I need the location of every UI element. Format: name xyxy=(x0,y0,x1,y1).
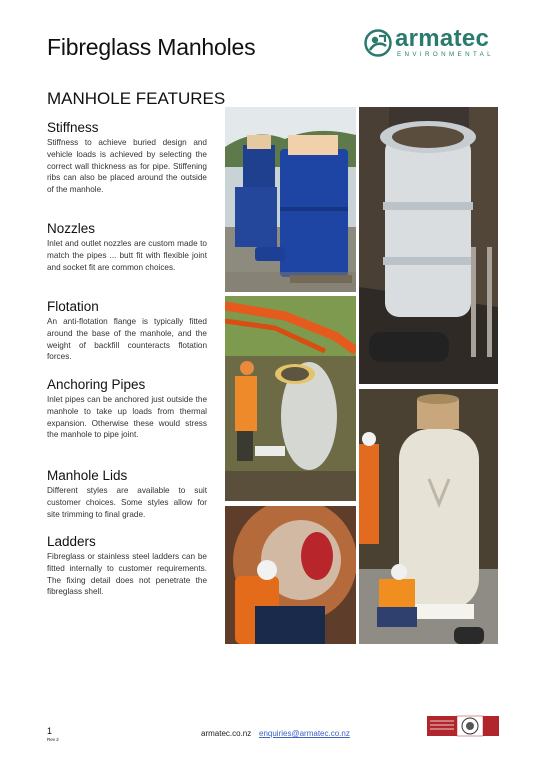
armatec-logo-icon xyxy=(364,29,392,57)
certification-badge xyxy=(427,713,499,739)
feature-ladders xyxy=(47,534,207,598)
photo-blue-manholes xyxy=(225,107,356,292)
page-title: Fibreglass Manholes xyxy=(47,34,256,60)
page-number: 1 xyxy=(47,726,53,736)
email-link[interactable]: enquiries@armatec.co.nz xyxy=(259,729,350,738)
feature-title: Stiffness xyxy=(47,120,99,135)
feature-text: Stiffness to achieve buried design and vehicle loads is achieved by selecting the correct wall thickness as for pipe. Stiffening ribs can also be placed around the outside of the manhole. xyxy=(47,138,207,195)
feature-text: Fibreglass or stainless steel ladders can be fitted internally to customer requirements. The fixing detail does not penetrate the fibreglass shell. xyxy=(47,552,207,597)
feature-manhole-lids xyxy=(47,468,207,520)
armatec-logo xyxy=(364,25,499,60)
feature-text: An anti-flotation flange is typically fitted around the base of the manhole, and the weight of backfill counteracts flotation forces. xyxy=(47,317,207,362)
photo-worker-inside-manhole xyxy=(225,506,356,644)
feature-title: Manhole Lids xyxy=(47,468,128,483)
feature-flotation xyxy=(47,299,207,363)
feature-stiffness xyxy=(47,120,207,196)
logo-tagline: ENVIRONMENTAL xyxy=(397,51,495,58)
photo-manhole-installation xyxy=(359,389,498,644)
revision-label: Rev 2 xyxy=(47,737,59,742)
feature-title: Nozzles xyxy=(47,221,96,236)
logo-wordmark: armatec xyxy=(395,25,490,52)
feature-title: Flotation xyxy=(47,299,99,314)
photo-worker-excavator xyxy=(225,296,356,501)
feature-anchoring-pipes xyxy=(47,377,207,441)
website-link[interactable]: armatec.co.nz xyxy=(201,729,252,738)
feature-nozzles xyxy=(47,221,207,273)
section-title: MANHOLE FEATURES xyxy=(47,89,226,108)
feature-title: Anchoring Pipes xyxy=(47,377,146,392)
feature-text: Inlet and outlet nozzles are custom made to match the pipes ... butt fit with flexible joint and socket fit are common choices. xyxy=(47,239,207,272)
feature-text: Different styles are available to suit customer choices. Some styles allow for site trimming to final grade. xyxy=(47,486,207,519)
photo-white-manhole-trench xyxy=(359,107,498,384)
feature-title: Ladders xyxy=(47,534,96,549)
feature-text: Inlet pipes can be anchored just outside the manhole to take up loads from thermal expansion. Otherwise these would stress the manhole to pipe joint. xyxy=(47,395,207,440)
